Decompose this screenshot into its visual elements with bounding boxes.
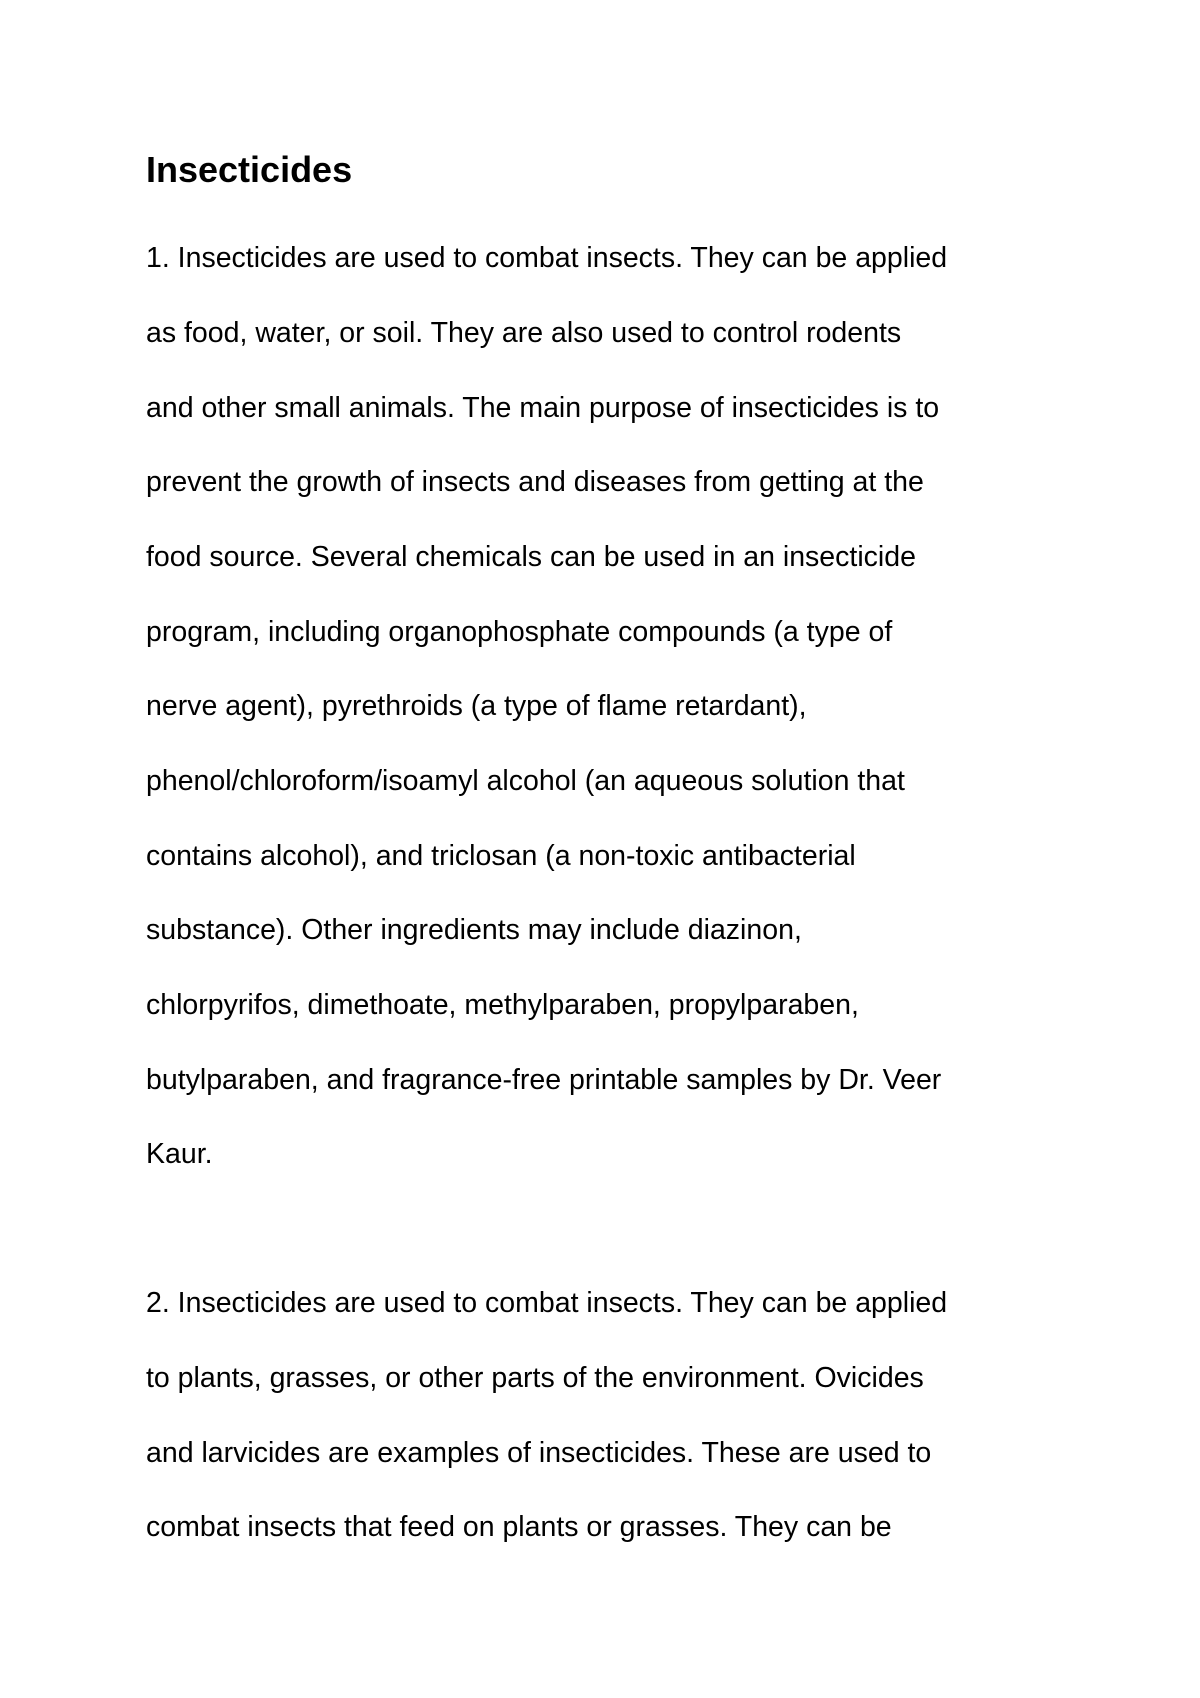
paragraph-1-line: contains alcohol), and triclosan (a non-toxic antibacterial [146, 840, 856, 872]
paragraph-2-line: combat insects that feed on plants or grasses. They can be [146, 1511, 892, 1543]
document-title: Insecticides [146, 149, 353, 190]
paragraph-2-line: 2. Insecticides are used to combat insects. They can be applied [146, 1287, 948, 1319]
paragraph-1-line: phenol/chloroform/isoamyl alcohol (an aqueous solution that [146, 765, 905, 797]
paragraph-2-line: to plants, grasses, or other parts of the environment. Ovicides [146, 1362, 924, 1394]
paragraph-1-line: nerve agent), pyrethroids (a type of flame retardant), [146, 690, 807, 722]
paragraph-1-line: and other small animals. The main purpose of insecticides is to [146, 392, 940, 424]
paragraph-1-line: Kaur. [146, 1138, 213, 1170]
paragraph-2-line: and larvicides are examples of insecticides. These are used to [146, 1437, 932, 1469]
paragraph-1-line: food source. Several chemicals can be used in an insecticide [146, 541, 916, 573]
paragraph-1-line: prevent the growth of insects and diseases from getting at the [146, 466, 924, 498]
paragraph-1-line: as food, water, or soil. They are also used to control rodents [146, 317, 902, 349]
paragraph-1-line: program, including organophosphate compounds (a type of [146, 616, 893, 648]
paragraph-1-line: butylparaben, and fragrance-free printable samples by Dr. Veer [146, 1064, 942, 1096]
paragraph-1-line: chlorpyrifos, dimethoate, methylparaben, propylparaben, [146, 989, 859, 1021]
paragraph-1-line: 1. Insecticides are used to combat insects. They can be applied [146, 242, 948, 274]
paragraph-1-line: substance). Other ingredients may include diazinon, [146, 914, 802, 946]
